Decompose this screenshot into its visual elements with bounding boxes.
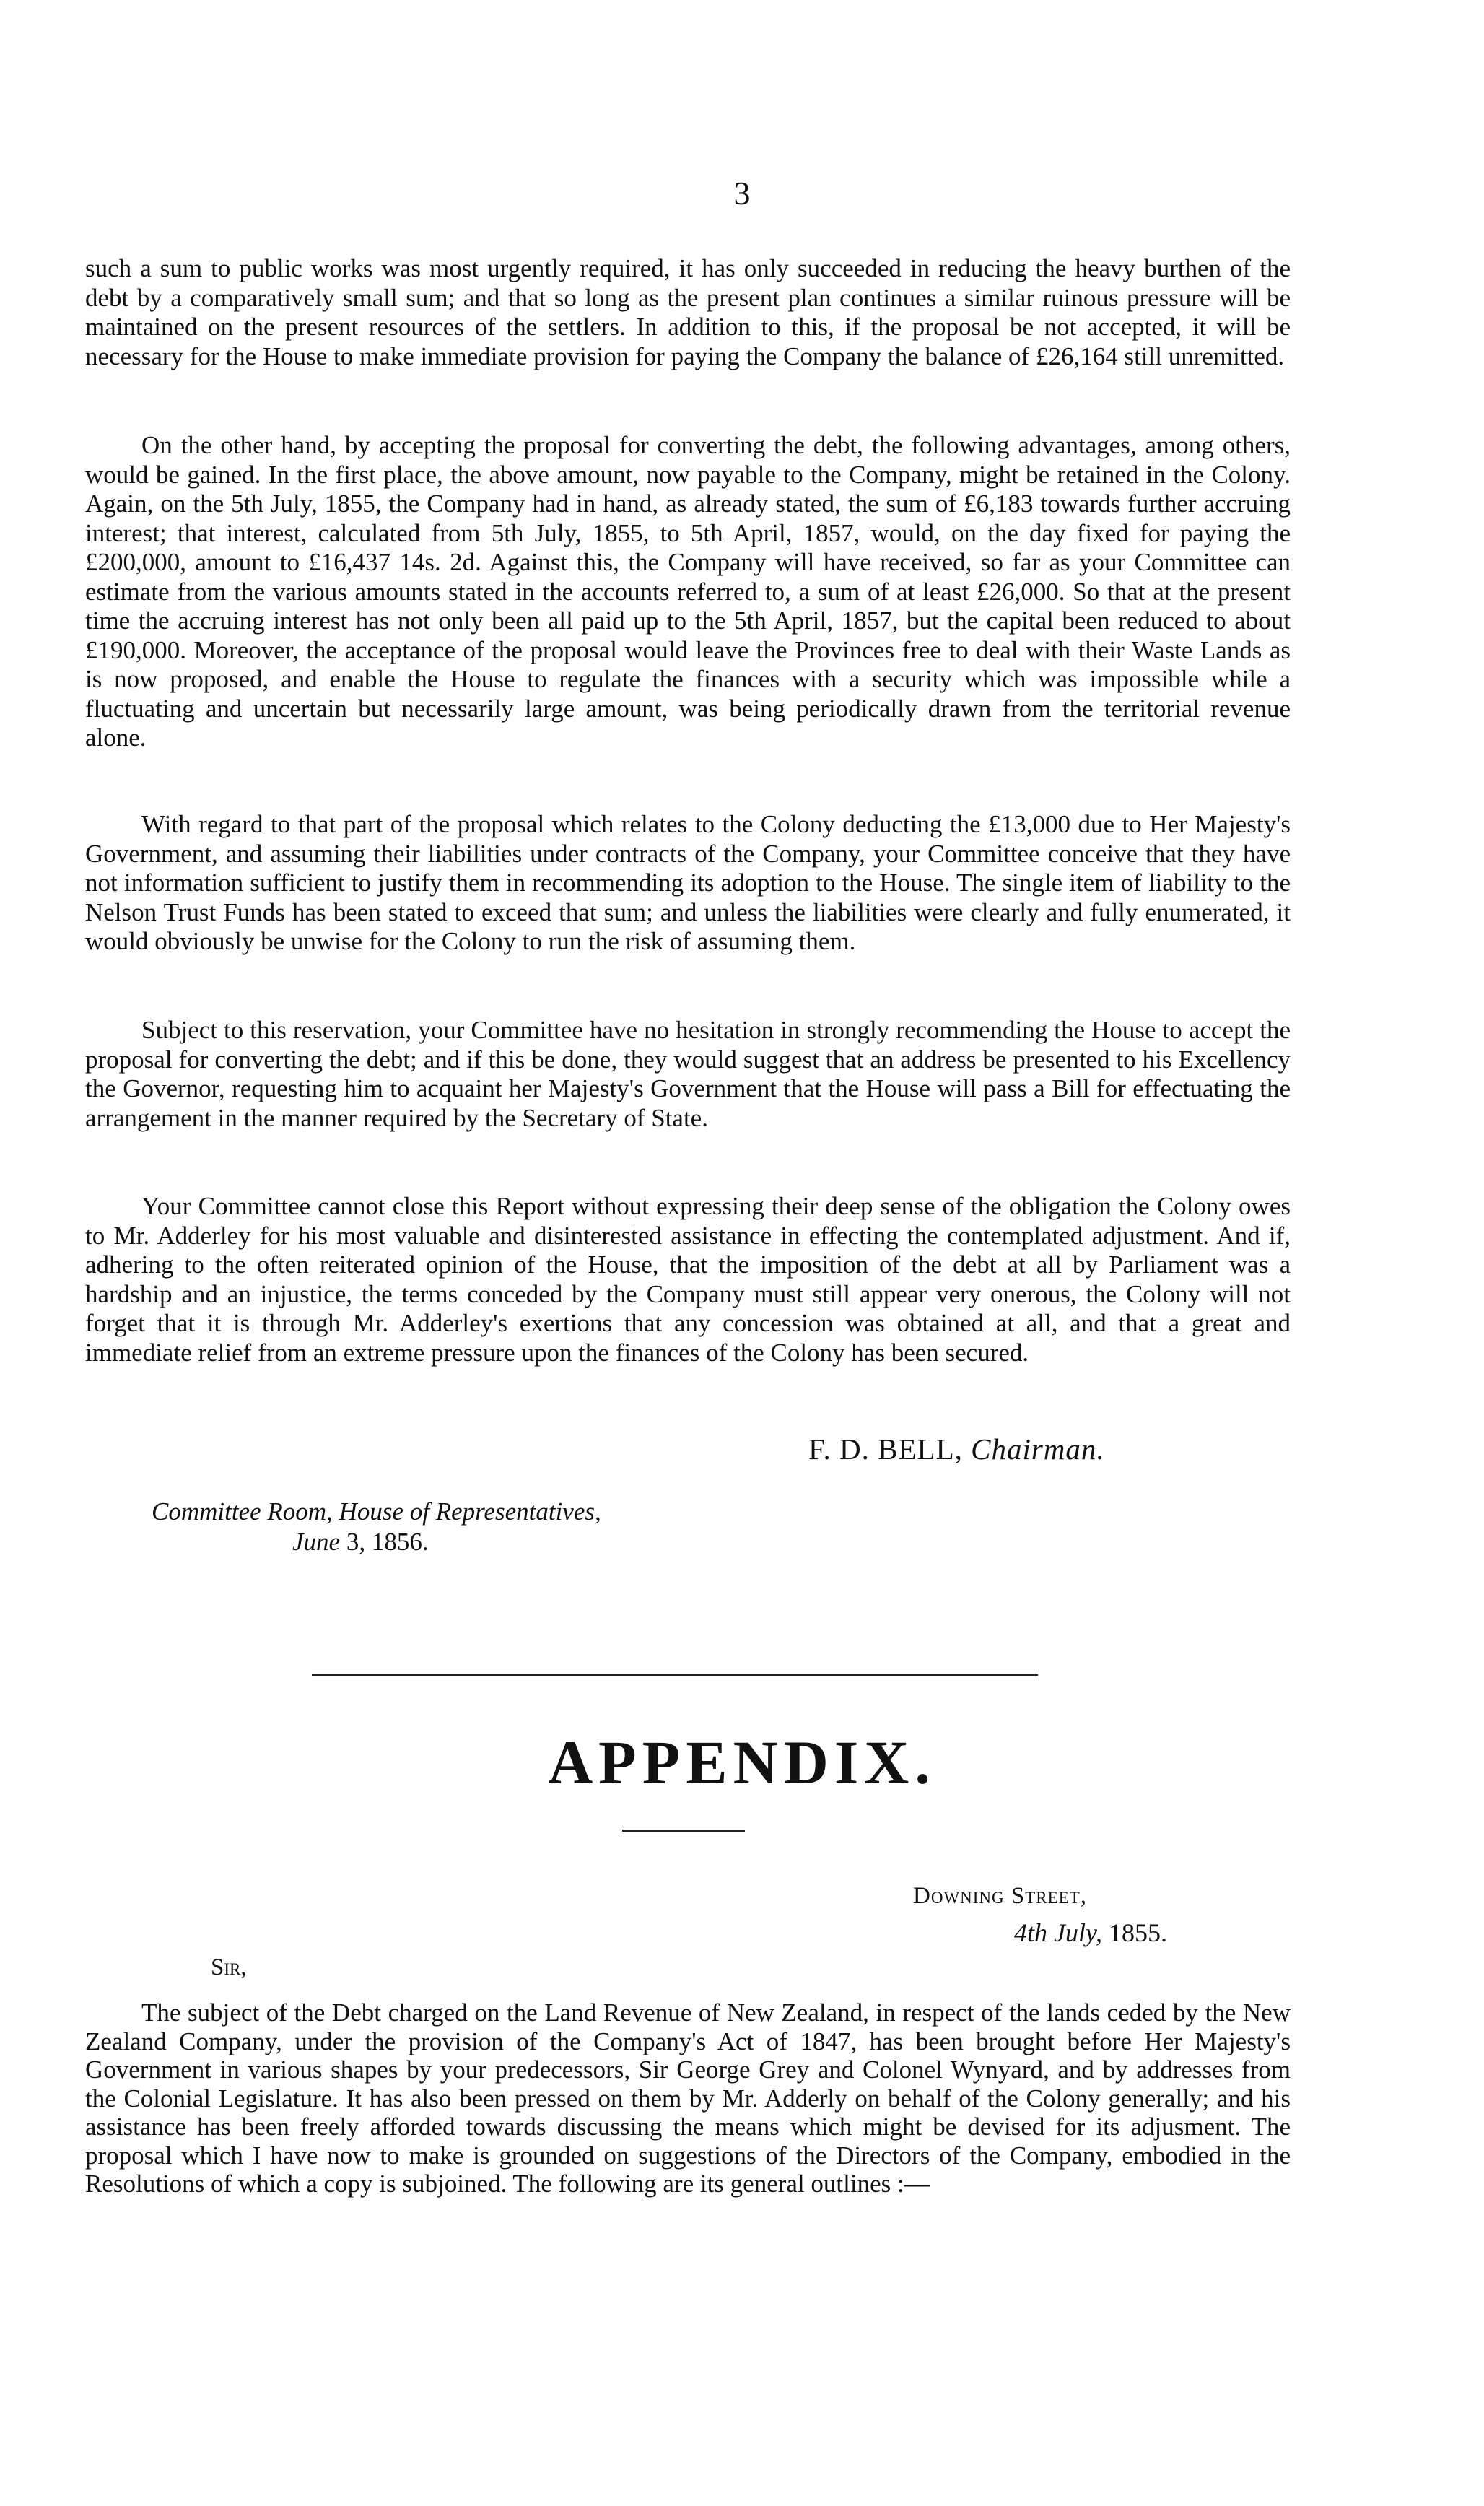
report-paragraph-2: On the other hand, by accepting the proposal for converting the debt, the following advantages, among others, would be gained. In the first place, the above amount, now payable to the Company, might be retained in the Colony. Again, on the 5th July, 1855, the Company had in hand, as already stated, the sum of £6,183 towards further accruing interest; that interest, calculated from 5th July, 1855, to 5th April, 1857, would, on the day fixed for paying the £200,000, amount to £16,437 14s. 2d. Against this, the Company will have received, so far as your Committee can estimate from the various amounts stated in the accounts referred to, a sum of at least £26,000. So that at the present time the accruing interest has not only been all paid up to the 5th April, 1857, but the capital been reduced to about £190,000. Moreover, the acceptance of the proposal would leave the Provinces free to deal with their Waste Lands as is now proposed, and enable the House to regulate the finances with a security which was impossible while a fluctuating and uncertain but necessarily large amount, was being periodically drawn from the territorial revenue alone. — [85, 431, 1291, 752]
letter-date — [1014, 1918, 1167, 1948]
report-paragraph-1: such a sum to public works was most urgently required, it has only succeeded in reducing the heavy burthen of the debt by a comparatively small sum; and that so long as the present plan continues a similar ruinous pressure will be maintained on the present resources of the settlers. In addition to this, if the proposal be not accepted, it will be necessary for the House to make immediate provision for paying the Company the balance of £26,164 still unremitted. — [85, 254, 1291, 370]
place-line: Committee Room, House of Representatives, — [152, 1497, 601, 1526]
report-date-rest: 3, 1856. — [340, 1528, 429, 1556]
report-paragraph-4: Subject to this reservation, your Committee have no hesitation in strongly recommending the House to accept the proposal for converting the debt; and if this be done, they would suggest that an address be presented to his Excellency the Governor, requesting him to acquaint her Majesty's Government that the House will pass a Bill for effectuating the arrangement in the manner required by the Secretary of State. — [85, 1016, 1291, 1132]
report-paragraph-5: Your Committee cannot close this Report without expressing their deep sense of the obligation the Colony owes to Mr. Adderley for his most valuable and disinterested assistance in effecting the contemplated adjustment. And if, adhering to the often reiterated opinion of the House, that the imposition of the debt at all by Parliament was a hardship and an injustice, the terms conceded by the Company must still appear very onerous, the Colony will not forget that it is through Mr. Adderley's exertions that any concession was obtained at all, and that a great and immediate relief from an extreme pressure upon the finances of the Colony has been secured. — [85, 1192, 1291, 1367]
letter-body: The subject of the Debt charged on the Land Revenue of New Zealand, in respect of the lands ceded by the New Zealand Company, under the provision of the Company's Act of 1847, has been brought before Her Majesty's Government in various shapes by your predecessors, Sir George Grey and Colonel Wynyard, and by addresses from the Colonial Legislature. It has also been pressed on them by Mr. Adderly on behalf of the Colony generally; and his assistance has been freely afforded towards discussing the means which might be devised for its adjusment. The proposal which I have now to make is grounded on suggestions of the Directors of the Company, embodied in the Resolutions of which a copy is subjoined. The following are its general outlines :— — [85, 1998, 1291, 2198]
letter-date-day: 4th July, — [1014, 1918, 1102, 1947]
letter-address: Downing Street, — [913, 1883, 1088, 1909]
title-underline — [622, 1830, 745, 1832]
signatory-role: Chairman. — [971, 1432, 1105, 1466]
report-paragraph-3: With regard to that part of the proposal which relates to the Colony deducting the £13,000 due to Her Majesty's Government, and assuming their liabilities under contracts of the Company, your Committee conceive that they have not information sufficient to justify them in recommending its adoption to the House. The single item of liability to the Nelson Trust Funds has been stated to exceed that sum; and unless the liabilities were clearly and fully enumerated, it would obviously be unwise for the Colony to run the risk of assuming them. — [85, 810, 1291, 955]
report-date — [152, 1527, 601, 1557]
signature-line — [808, 1432, 1105, 1466]
appendix-title: APPENDIX. — [548, 1728, 936, 1797]
letter-date-year: 1855. — [1101, 1918, 1167, 1947]
letter-salutation: Sir, — [211, 1954, 247, 1980]
section-divider — [312, 1674, 1038, 1676]
signatory-name: F. D. BELL, — [808, 1432, 963, 1466]
page-number: 3 — [733, 175, 751, 212]
place-and-date — [152, 1497, 601, 1557]
report-date-month: June — [292, 1528, 341, 1556]
